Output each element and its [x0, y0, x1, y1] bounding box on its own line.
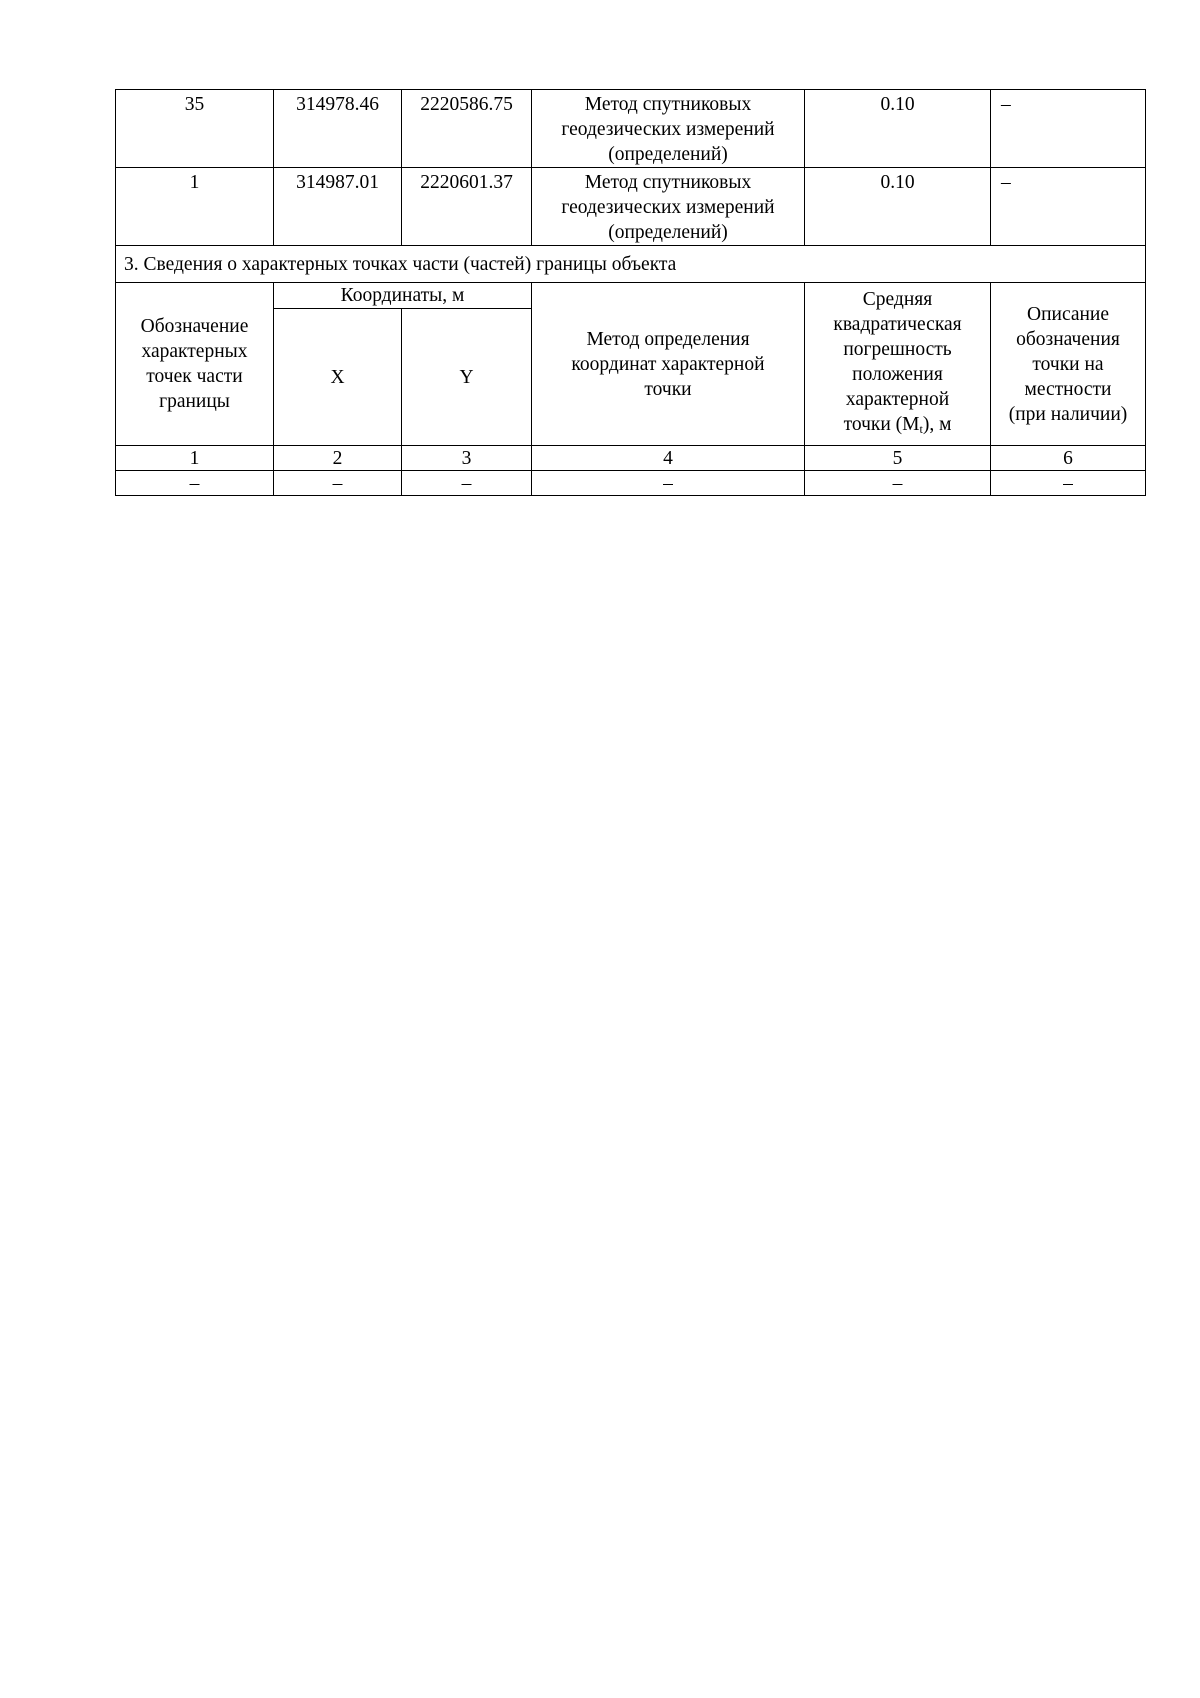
empty-cell: – — [991, 471, 1146, 496]
header-error-subscript: t — [919, 421, 923, 436]
column-number: 2 — [274, 446, 402, 471]
y-coordinate-cell: 2220586.75 — [402, 90, 532, 168]
x-coordinate-cell: 314978.46 — [274, 90, 402, 168]
column-number: 3 — [402, 446, 532, 471]
empty-cell: – — [116, 471, 274, 496]
empty-cell: – — [274, 471, 402, 496]
column-number: 4 — [532, 446, 805, 471]
header-error — [805, 283, 991, 446]
header-error-tail: ), м — [922, 413, 952, 435]
description-cell: – — [991, 90, 1146, 168]
header-method: Метод определения координат характерной точки — [532, 283, 805, 446]
header-row — [116, 283, 1146, 309]
table-row — [116, 90, 1146, 168]
y-coordinate-cell: 2220601.37 — [402, 168, 532, 246]
empty-cell: – — [402, 471, 532, 496]
x-coordinate-cell: 314987.01 — [274, 168, 402, 246]
column-number: 5 — [805, 446, 991, 471]
section-title-row — [116, 246, 1146, 283]
empty-cell: – — [805, 471, 991, 496]
empty-cell: – — [532, 471, 805, 496]
column-number: 1 — [116, 446, 274, 471]
method-cell: Метод спутниковых геодезических измерений (определений) — [532, 90, 805, 168]
section-title: 3. Сведения о характерных точках части (частей) границы объекта — [116, 246, 1146, 283]
column-number-row — [116, 446, 1146, 471]
header-y: Y — [402, 309, 532, 446]
point-number-cell: 1 — [116, 168, 274, 246]
table-row — [116, 471, 1146, 496]
table-row — [116, 168, 1146, 246]
method-cell: Метод спутниковых геодезических измерений (определений) — [532, 168, 805, 246]
column-number: 6 — [991, 446, 1146, 471]
header-coordinates: Координаты, м — [274, 283, 532, 309]
error-cell: 0.10 — [805, 90, 991, 168]
header-point-designation: Обозначение характерных точек части границы — [116, 283, 274, 446]
coordinates-table — [115, 89, 1146, 496]
point-number-cell: 35 — [116, 90, 274, 168]
description-cell: – — [991, 168, 1146, 246]
header-x: X — [274, 309, 402, 446]
header-description: Описание обозначения точки на местности (при наличии) — [991, 283, 1146, 446]
header-error-text: Средняя квадратическая погрешность положения характерной точки (M — [833, 288, 962, 435]
error-cell: 0.10 — [805, 168, 991, 246]
